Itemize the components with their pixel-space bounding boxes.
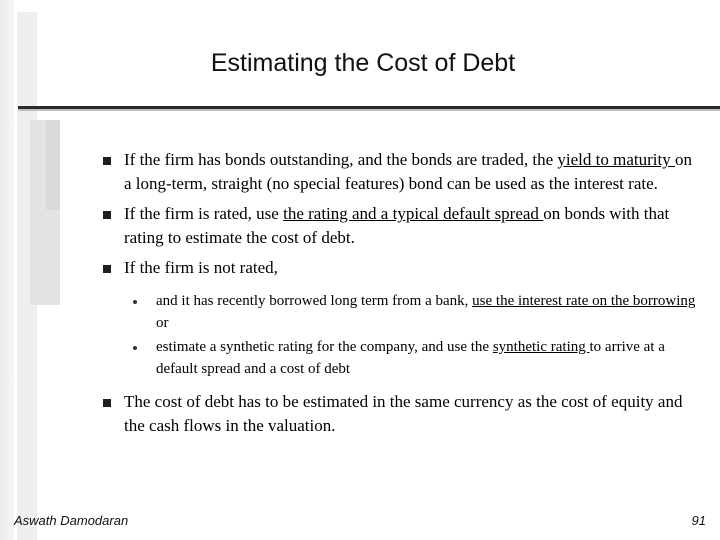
bullet-item <box>100 390 700 438</box>
bullet-text: on bonds with that rating to estimate the cost of debt. <box>124 204 670 247</box>
bullet-item <box>100 202 700 250</box>
bullet-text: If the firm has bonds outstanding, and the bonds are traded, the <box>124 150 558 169</box>
square-bullet-icon <box>103 265 111 273</box>
bullet-item <box>100 256 700 280</box>
underlined-phrase: use the interest rate on the borrowing <box>472 293 696 309</box>
sub-bullet-text: estimate a synthetic rating for the company, and use the <box>156 339 493 355</box>
dot-bullet-icon <box>133 300 137 304</box>
title-divider-shadow <box>18 109 720 111</box>
footer-author: Aswath Damodaran <box>14 513 129 528</box>
decorative-bar <box>46 120 60 210</box>
bullet-text: The cost of debt has to be estimated in the same currency as the cost of equity and the cash flows in the valuation. <box>124 392 683 435</box>
decorative-bar <box>0 0 14 540</box>
square-bullet-icon <box>103 157 111 165</box>
page-number: 91 <box>691 513 706 528</box>
underlined-phrase: the rating and a typical default spread <box>283 204 544 223</box>
square-bullet-icon <box>103 399 111 407</box>
square-bullet-icon <box>103 211 111 219</box>
bullet-text: If the firm is rated, use <box>124 204 284 223</box>
slide-title: Estimating the Cost of Debt <box>210 49 516 77</box>
underlined-phrase: yield to maturity <box>557 150 675 169</box>
bullet-text: on a long-term, straight (no special features) bond can be used as the interest rate. <box>124 150 692 193</box>
underlined-phrase: synthetic rating <box>492 339 590 355</box>
sub-bullet-item <box>100 336 700 380</box>
bullet-text: If the firm is not rated, <box>124 258 278 277</box>
sub-bullet-item <box>100 290 700 334</box>
dot-bullet-icon <box>133 346 137 350</box>
sub-bullet-text: and it has recently borrowed long term from a bank, <box>156 293 473 309</box>
sub-bullet-text: to arrive at a default spread and a cost of debt <box>156 339 665 377</box>
sub-bullet-text: or <box>156 315 169 331</box>
slide-body <box>100 148 700 438</box>
bullet-item <box>100 148 700 196</box>
